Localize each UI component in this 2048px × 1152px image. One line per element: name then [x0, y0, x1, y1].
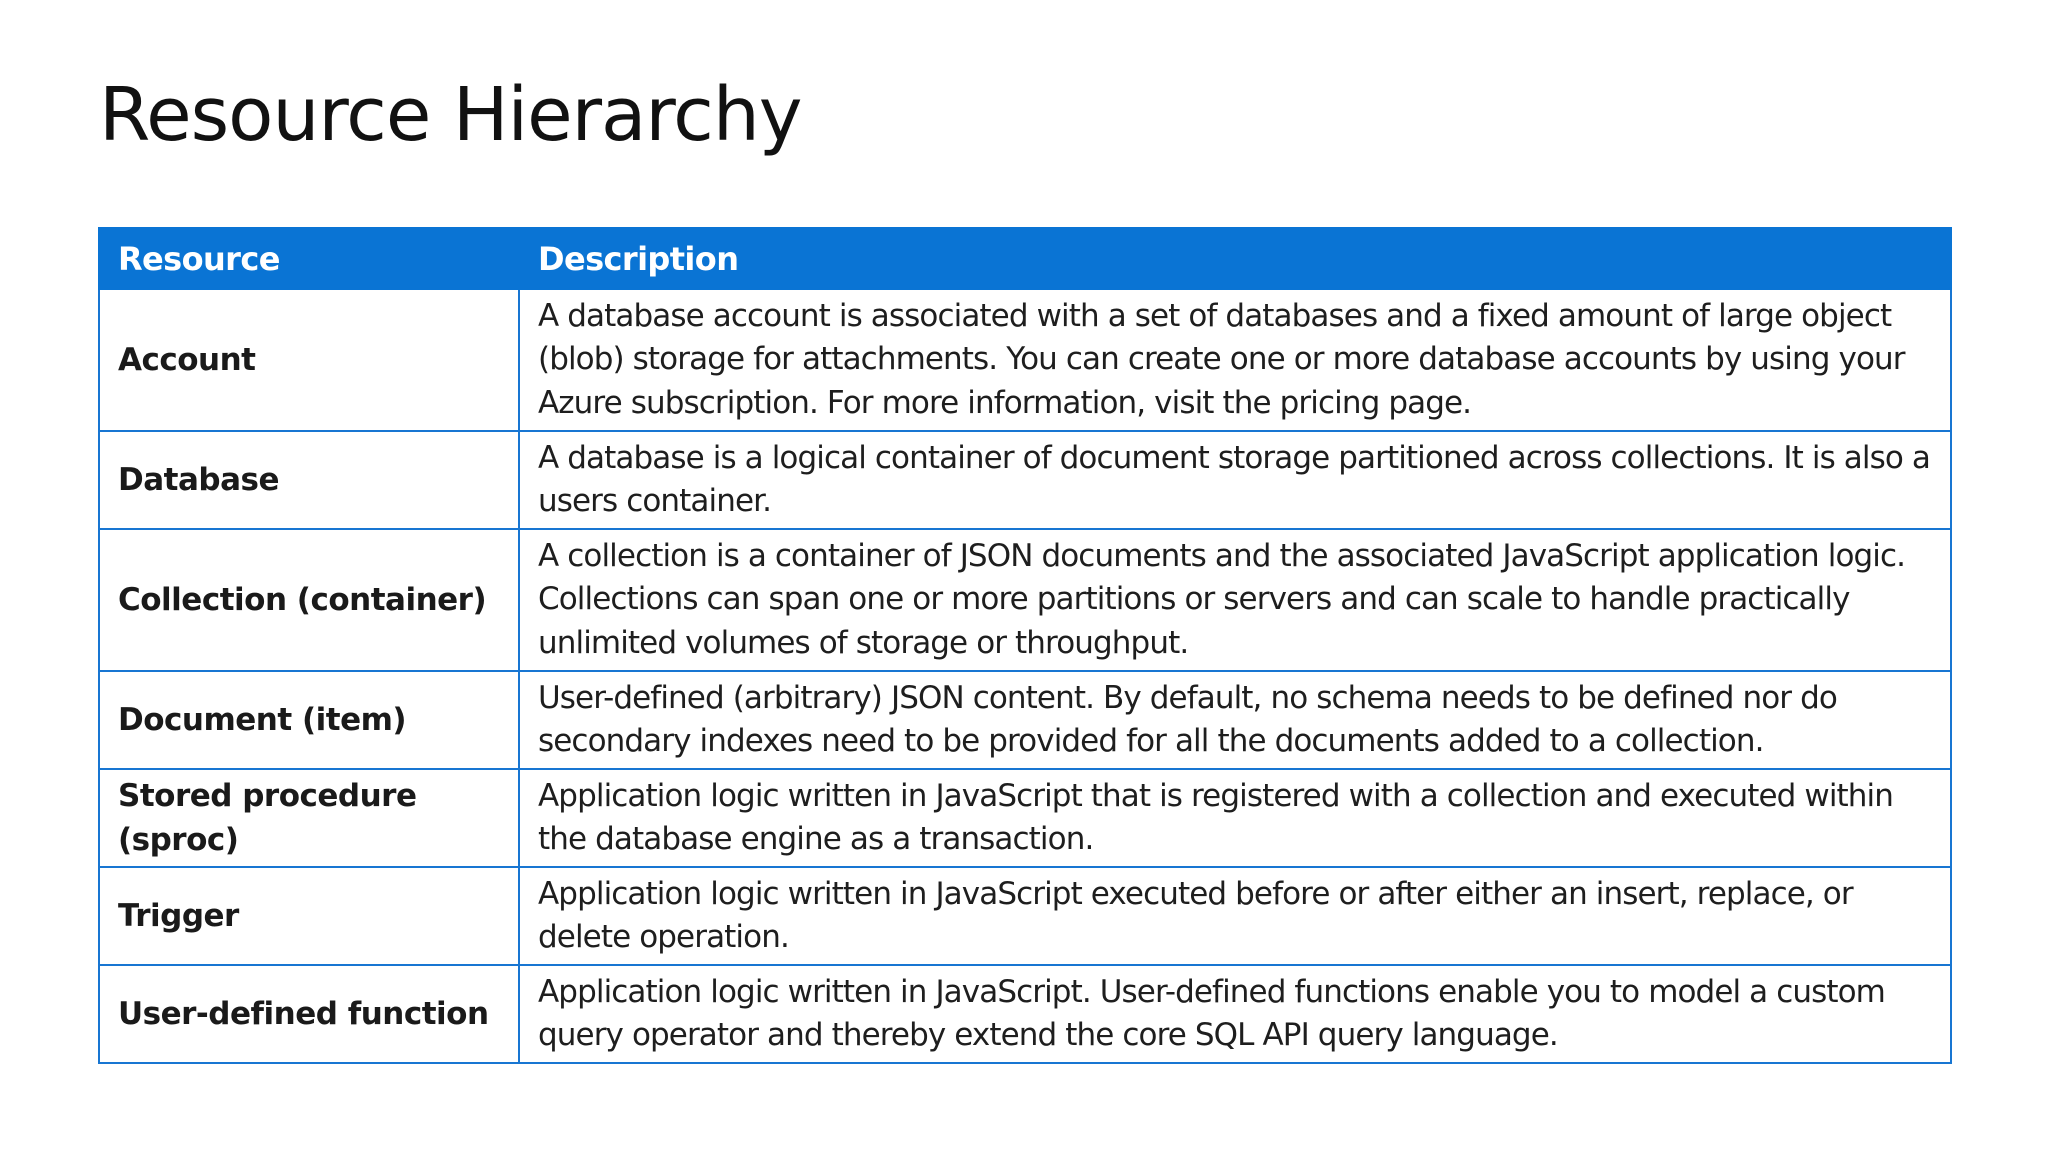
description-cell: Application logic written in JavaScript executed before or after either an insert, replace, or delete operation. — [519, 867, 1951, 965]
column-header-description: Description — [519, 228, 1951, 289]
resource-cell: Stored procedure (sproc) — [99, 769, 519, 867]
description-cell: A collection is a container of JSON documents and the associated JavaScript application logic. Collections can span one or more partitions or servers and can scale to handle practically unlimited volumes of storage or throughput. — [519, 529, 1951, 671]
resource-cell: Trigger — [99, 867, 519, 965]
description-cell: Application logic written in JavaScript that is registered with a collection and executed within the database engine as a transaction. — [519, 769, 1951, 867]
table-row-database — [99, 431, 1951, 529]
table-header-row — [99, 228, 1951, 289]
resource-table-container — [98, 227, 1950, 1064]
table-row-collection — [99, 529, 1951, 671]
description-cell: Application logic written in JavaScript. User-defined functions enable you to model a custom query operator and thereby extend the core SQL API query language. — [519, 965, 1951, 1063]
table-row-account — [99, 289, 1951, 431]
table-body — [99, 289, 1951, 1063]
resource-cell: Document (item) — [99, 671, 519, 769]
table-row-document — [99, 671, 1951, 769]
resource-hierarchy-table — [98, 227, 1952, 1064]
resource-cell: User-defined function — [99, 965, 519, 1063]
table-row-user-defined-function — [99, 965, 1951, 1063]
resource-cell: Collection (container) — [99, 529, 519, 671]
table-header — [99, 228, 1951, 289]
resource-cell: Account — [99, 289, 519, 431]
description-cell: A database account is associated with a set of databases and a fixed amount of large object (blob) storage for attachments. You can create one or more database accounts by using your Azure subscription. For more information, visit the pricing page. — [519, 289, 1951, 431]
description-cell: User-defined (arbitrary) JSON content. By default, no schema needs to be defined nor do secondary indexes need to be provided for all the documents added to a collection. — [519, 671, 1951, 769]
resource-cell: Database — [99, 431, 519, 529]
column-header-resource: Resource — [99, 228, 519, 289]
table-row-trigger — [99, 867, 1951, 965]
table-row-stored-procedure — [99, 769, 1951, 867]
slide-title: Resource Hierarchy — [99, 72, 802, 158]
description-cell: A database is a logical container of document storage partitioned across collections. It is also a users container. — [519, 431, 1951, 529]
